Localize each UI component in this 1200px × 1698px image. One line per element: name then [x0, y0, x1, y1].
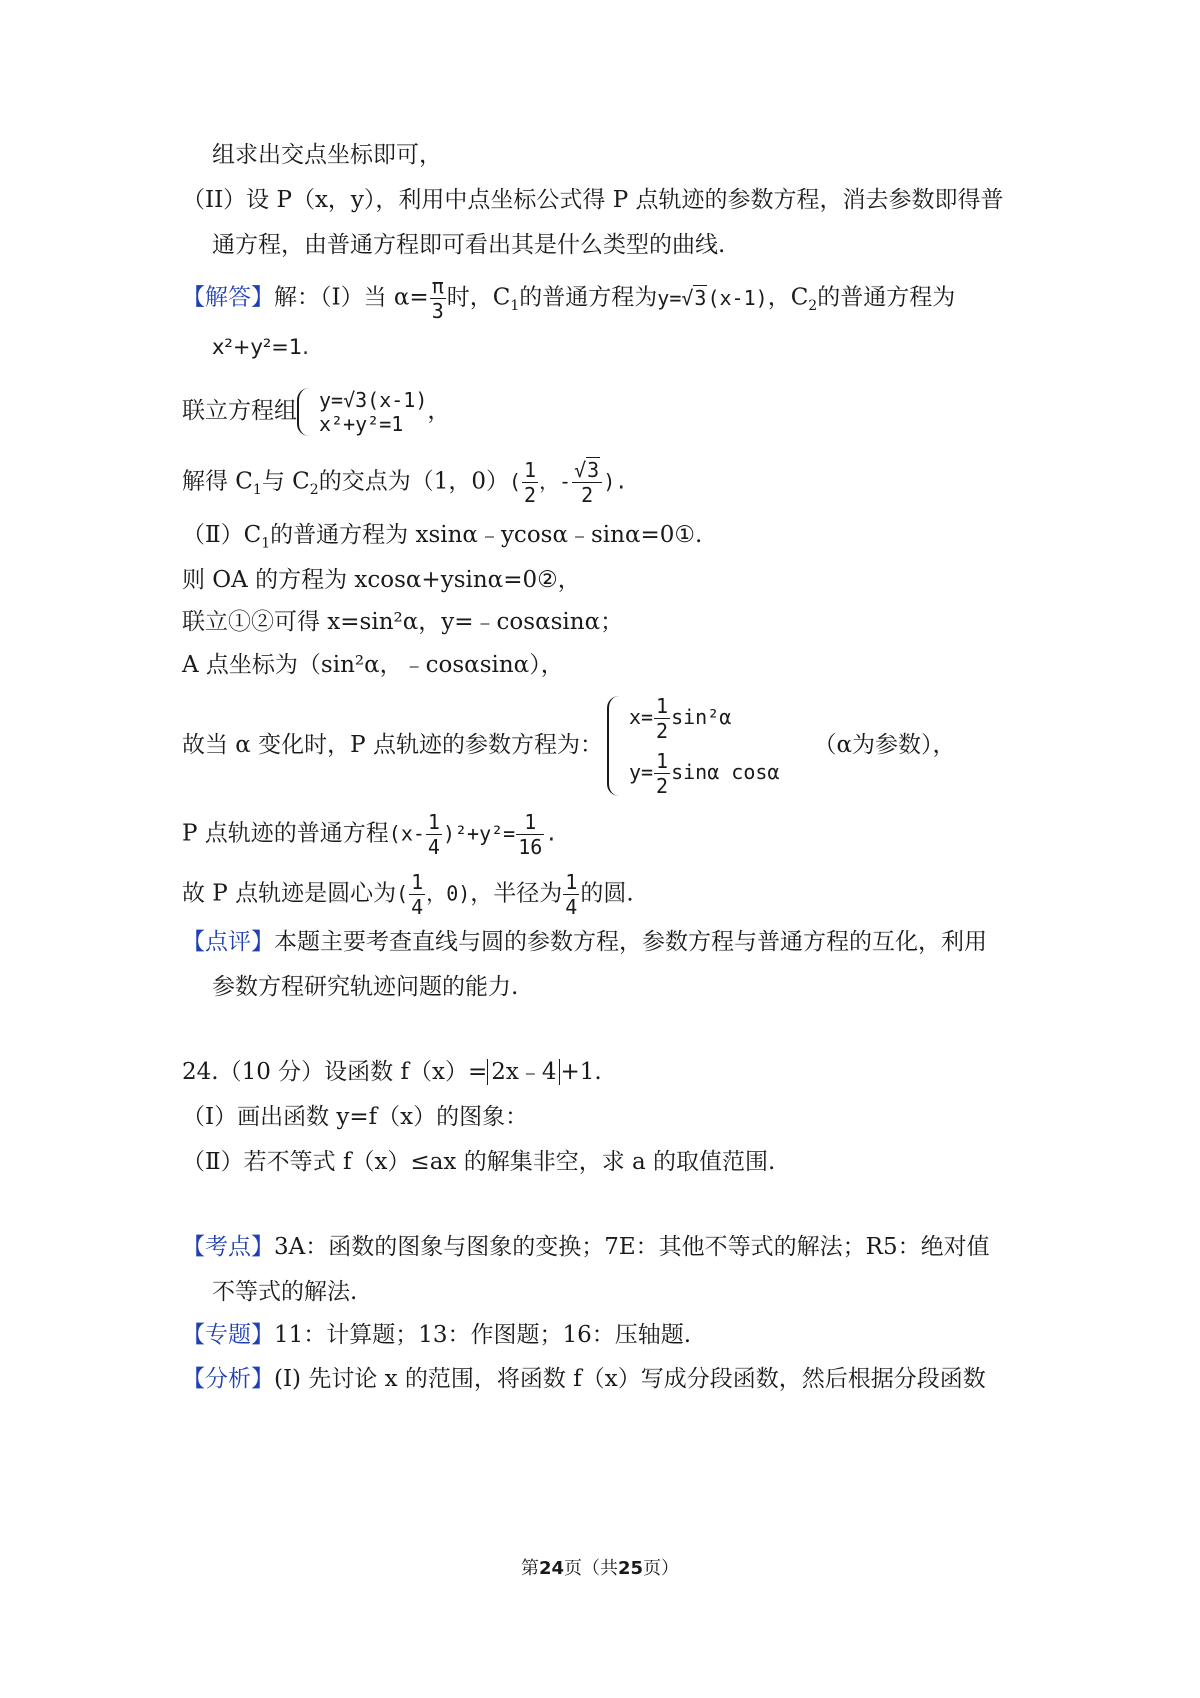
text-line: 不等式的解法. [212, 1279, 358, 1305]
line-equation: y=√3(x-1) [657, 285, 768, 310]
fraction-quarter: $\frac{1}{4}$ [565, 870, 578, 919]
kaodian-tag: 【考点】 [182, 1234, 274, 1260]
question-24: 24.（10 分）设函数 f（x）= 2x﹣4 +1. [182, 1059, 602, 1085]
review-line: 【点评】本题主要考查直线与圆的参数方程，参数方程与普通方程的互化，利用 [182, 929, 987, 955]
answer-tag: 【解答】 [182, 284, 274, 311]
fraction-quarter: $\frac{1}{4}$ [427, 810, 440, 859]
system-line: 联立方程组 y=√3(x-1) x²+y²=1 ， [182, 388, 451, 436]
text-line: （Ⅰ）画出函数 y=f（x）的图象： [182, 1104, 529, 1130]
general-equation-line: P 点轨迹的普通方程(x- $\frac{1}{4}$ )²+y²= $\frac{1}{16}$ . [182, 810, 558, 859]
brace [297, 388, 315, 436]
text-line: 参数方程研究轨迹问题的能力. [212, 974, 519, 1000]
fraction-sixteenth: $\frac{1}{16}$ [518, 810, 543, 859]
zhuanti-line: 【专题】11：计算题；13：作图题；16：压轴题. [182, 1322, 692, 1348]
review-tag: 【点评】 [182, 929, 274, 955]
text: 解：（Ⅰ）当 α= [274, 284, 429, 311]
intersection-line: 解得 $C_1$与 $C_2$的交点为（1，0）( $\frac{1}{2}$ ，- $\frac{√3}{2}$ ). [182, 458, 628, 507]
kaodian-line: 【考点】3A：函数的图象与图象的变换；7E：其他不等式的解法；R5：绝对值 [182, 1234, 990, 1260]
fraction-half: $\frac{1}{2}$ [656, 694, 669, 743]
text-line: 则 OA 的方程为 xcosα+ysinα=0②， [182, 567, 581, 593]
fenxi-tag: 【分析】 [182, 1366, 274, 1392]
page-footer: 第24页（共25页） [520, 1558, 680, 1579]
brace [607, 696, 625, 796]
fraction-half: $\frac{1}{2}$ [524, 458, 537, 507]
fraction-half: $\frac{1}{2}$ [656, 749, 669, 798]
text-line: （Ⅱ）若不等式 f（x）≤ax 的解集非空，求 a 的取值范围. [182, 1149, 776, 1175]
fraction-pi-over-3: $\frac{\pi}{3}$ [431, 274, 444, 323]
fraction-quarter: $\frac{1}{4}$ [411, 870, 424, 919]
zhuanti-tag: 【专题】 [182, 1322, 274, 1348]
text-line: （II）设 P（x，y），利用中点坐标公式得 P 点轨迹的参数方程，消去参数即得普 [182, 187, 1004, 213]
text-line: A 点坐标为（sin²α，﹣cosαsinα）， [182, 652, 564, 678]
text-line: 联立①②可得 x=sin²α，y=﹣cosαsinα； [182, 609, 624, 635]
parametric-system: x= $\frac{1}{2}$ sin²α y= $\frac{1}{2}$ sinα cosα [607, 696, 780, 796]
circle-equation: x²+y²=1. [212, 335, 309, 359]
parametric-line: 故当 α 变化时，P 点轨迹的参数方程为： x= $\frac{1}{2}$ sin²α y= $\frac{1}{2}$ sinα cosα （α为参数）， [182, 694, 956, 798]
answer-line: 【解答】解：（Ⅰ）当 α= $\frac{\pi}{3}$ 时，$C_1$的普通方程为y=√3(x-1)，$C_2$的普通方程为 [182, 274, 956, 323]
fraction-sqrt3-over-2: $\frac{√3}{2}$ [572, 460, 602, 505]
fenxi-line: 【分析】(I) 先讨论 x 的范围，将函数 f（x）写成分段函数，然后根据分段函数 [182, 1366, 986, 1392]
equation-system: y=√3(x-1) x²+y²=1 [297, 388, 427, 436]
text-line: 组求出交点坐标即可， [212, 142, 442, 168]
circle-center-line: 故 P 点轨迹是圆心为( $\frac{1}{4}$ ，0)，半径为 $\frac{1}{4}$ 的圆. [182, 870, 634, 919]
absolute-value: 2x﹣4 [487, 1059, 560, 1085]
text-line: $(Ⅱ)C_1$的普通方程为 xsinα﹣ycosα﹣sinα=0①. [182, 522, 703, 552]
text-line: 通方程，由普通方程即可看出其是什么类型的曲线. [212, 232, 726, 258]
